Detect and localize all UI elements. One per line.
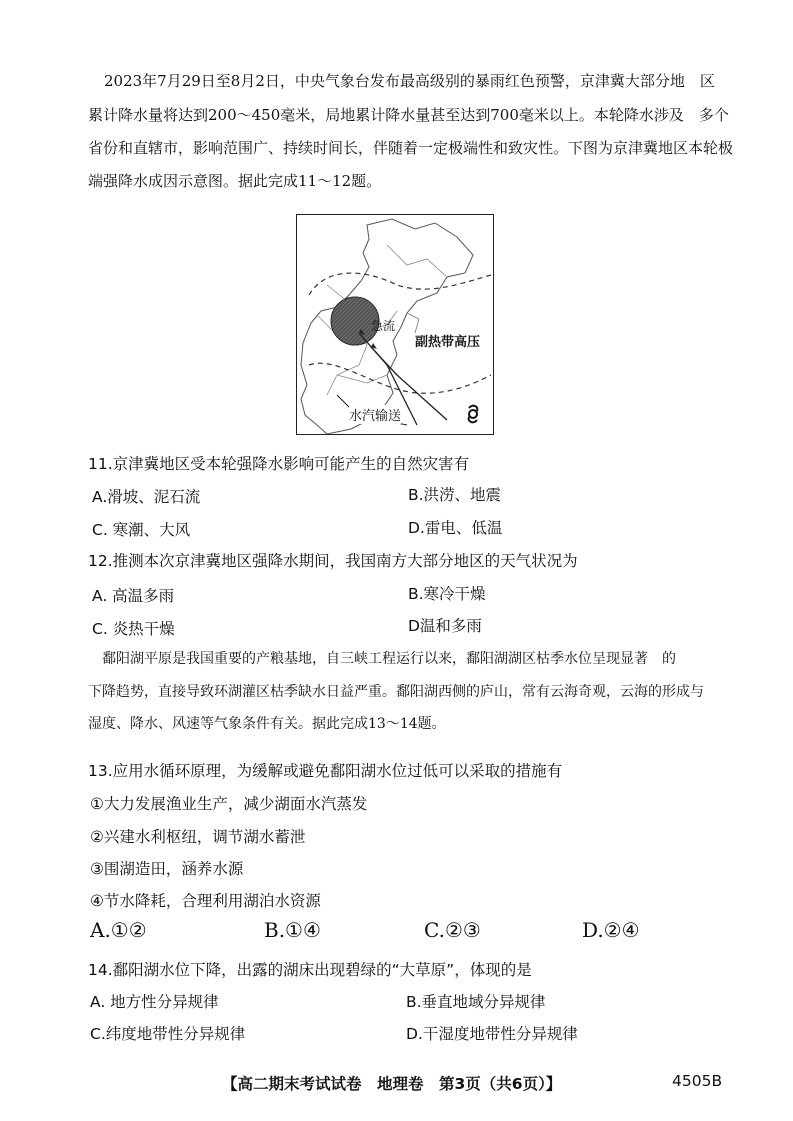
q13-item-2: ②兴建水利枢纽，调节湖水蓄泄 (90, 828, 306, 846)
q14-stem: 14.鄱阳湖水位下降，出露的湖床出现碧绿的“大草原”，体现的是 (88, 961, 532, 979)
q11-option-a: A.滑坡、泥石流 (92, 488, 201, 506)
page-footer-title: 【高二期末考试试卷 地理卷 第3页（共6页）】 (222, 1075, 562, 1093)
q12-option-a: A. 高温多雨 (92, 587, 175, 605)
q14-option-b: B.垂直地域分异规律 (406, 993, 546, 1011)
intro2-line-1: 鄱阳湖平原是我国重要的产粮基地，自三峡工程运行以来，鄱阳湖湖区枯季水位呈现显著 的 (102, 651, 676, 667)
page-footer-code: 4505B (672, 1072, 723, 1090)
q13-item-4: ④节水降耗，合理利用湖泊水资源 (90, 892, 321, 910)
q12-option-c: C. 炎热干燥 (92, 620, 175, 638)
map-label-vapor-transport: 水汽输送 (349, 405, 401, 424)
q12-stem: 12.推测本次京津冀地区强降水期间，我国南方大部分地区的天气状况为 (88, 552, 578, 570)
q13-item-3: ③围湖造田，涵养水源 (90, 860, 244, 878)
q12-option-d: D温和多雨 (408, 617, 482, 635)
intro1-line-3: 省份和直辖市，影响范围广、持续时间长，伴随着一定极端性和致灾性。下图为京津冀地区本轮极 (88, 139, 734, 157)
rainfall-cause-map (296, 214, 494, 435)
q11-option-b: B.洪涝、地震 (408, 486, 502, 504)
q13-option-a: A.①② (90, 918, 147, 942)
q14-option-c: C.纬度地带性分异规律 (90, 1025, 246, 1043)
intro1-line-4: 端强降水成因示意图。据此完成11～12题。 (88, 172, 382, 190)
q13-option-c: C.②③ (424, 918, 481, 942)
intro2-line-2: 下降趋势，直接导致环湖灌区枯季缺水日益严重。鄱阳湖西侧的庐山，常有云海奇观，云海的形成与 (88, 684, 704, 700)
q13-option-d: D.②④ (582, 918, 640, 942)
q11-option-d: D.雷电、低温 (408, 519, 503, 537)
intro2-line-3: 湿度、降水、风速等气象条件有关。据此完成13～14题。 (88, 716, 446, 732)
intro1-line-2: 累计降水量将达到200～450毫米，局地累计降水量甚至达到700毫米以上。本轮降水涉及 多个 (88, 106, 729, 124)
map-label-jet: 急流 (371, 319, 396, 333)
intro1-line-1: 2023年7月29日至8月2日，中央气象台发布最高级别的暴雨红色预警，京津冀大部分地 区 (104, 72, 715, 90)
q11-option-c: C. 寒潮、大风 (92, 521, 191, 539)
q13-stem: 13.应用水循环原理，为缓解或避免鄱阳湖水位过低可以采取的措施有 (88, 762, 563, 780)
q14-option-a: A. 地方性分异规律 (90, 993, 219, 1011)
q12-option-b: B.寒冷干燥 (408, 585, 486, 603)
map-label-subtropical-high: 副热带高压 (415, 335, 481, 350)
q13-item-1: ①大力发展渔业生产，减少湖面水汽蒸发 (90, 795, 368, 813)
q13-option-b: B.①④ (264, 918, 321, 942)
q11-stem: 11.京津冀地区受本轮强降水影响可能产生的自然灾害有 (88, 455, 470, 473)
q14-option-d: D.干湿度地带性分异规律 (406, 1025, 578, 1043)
